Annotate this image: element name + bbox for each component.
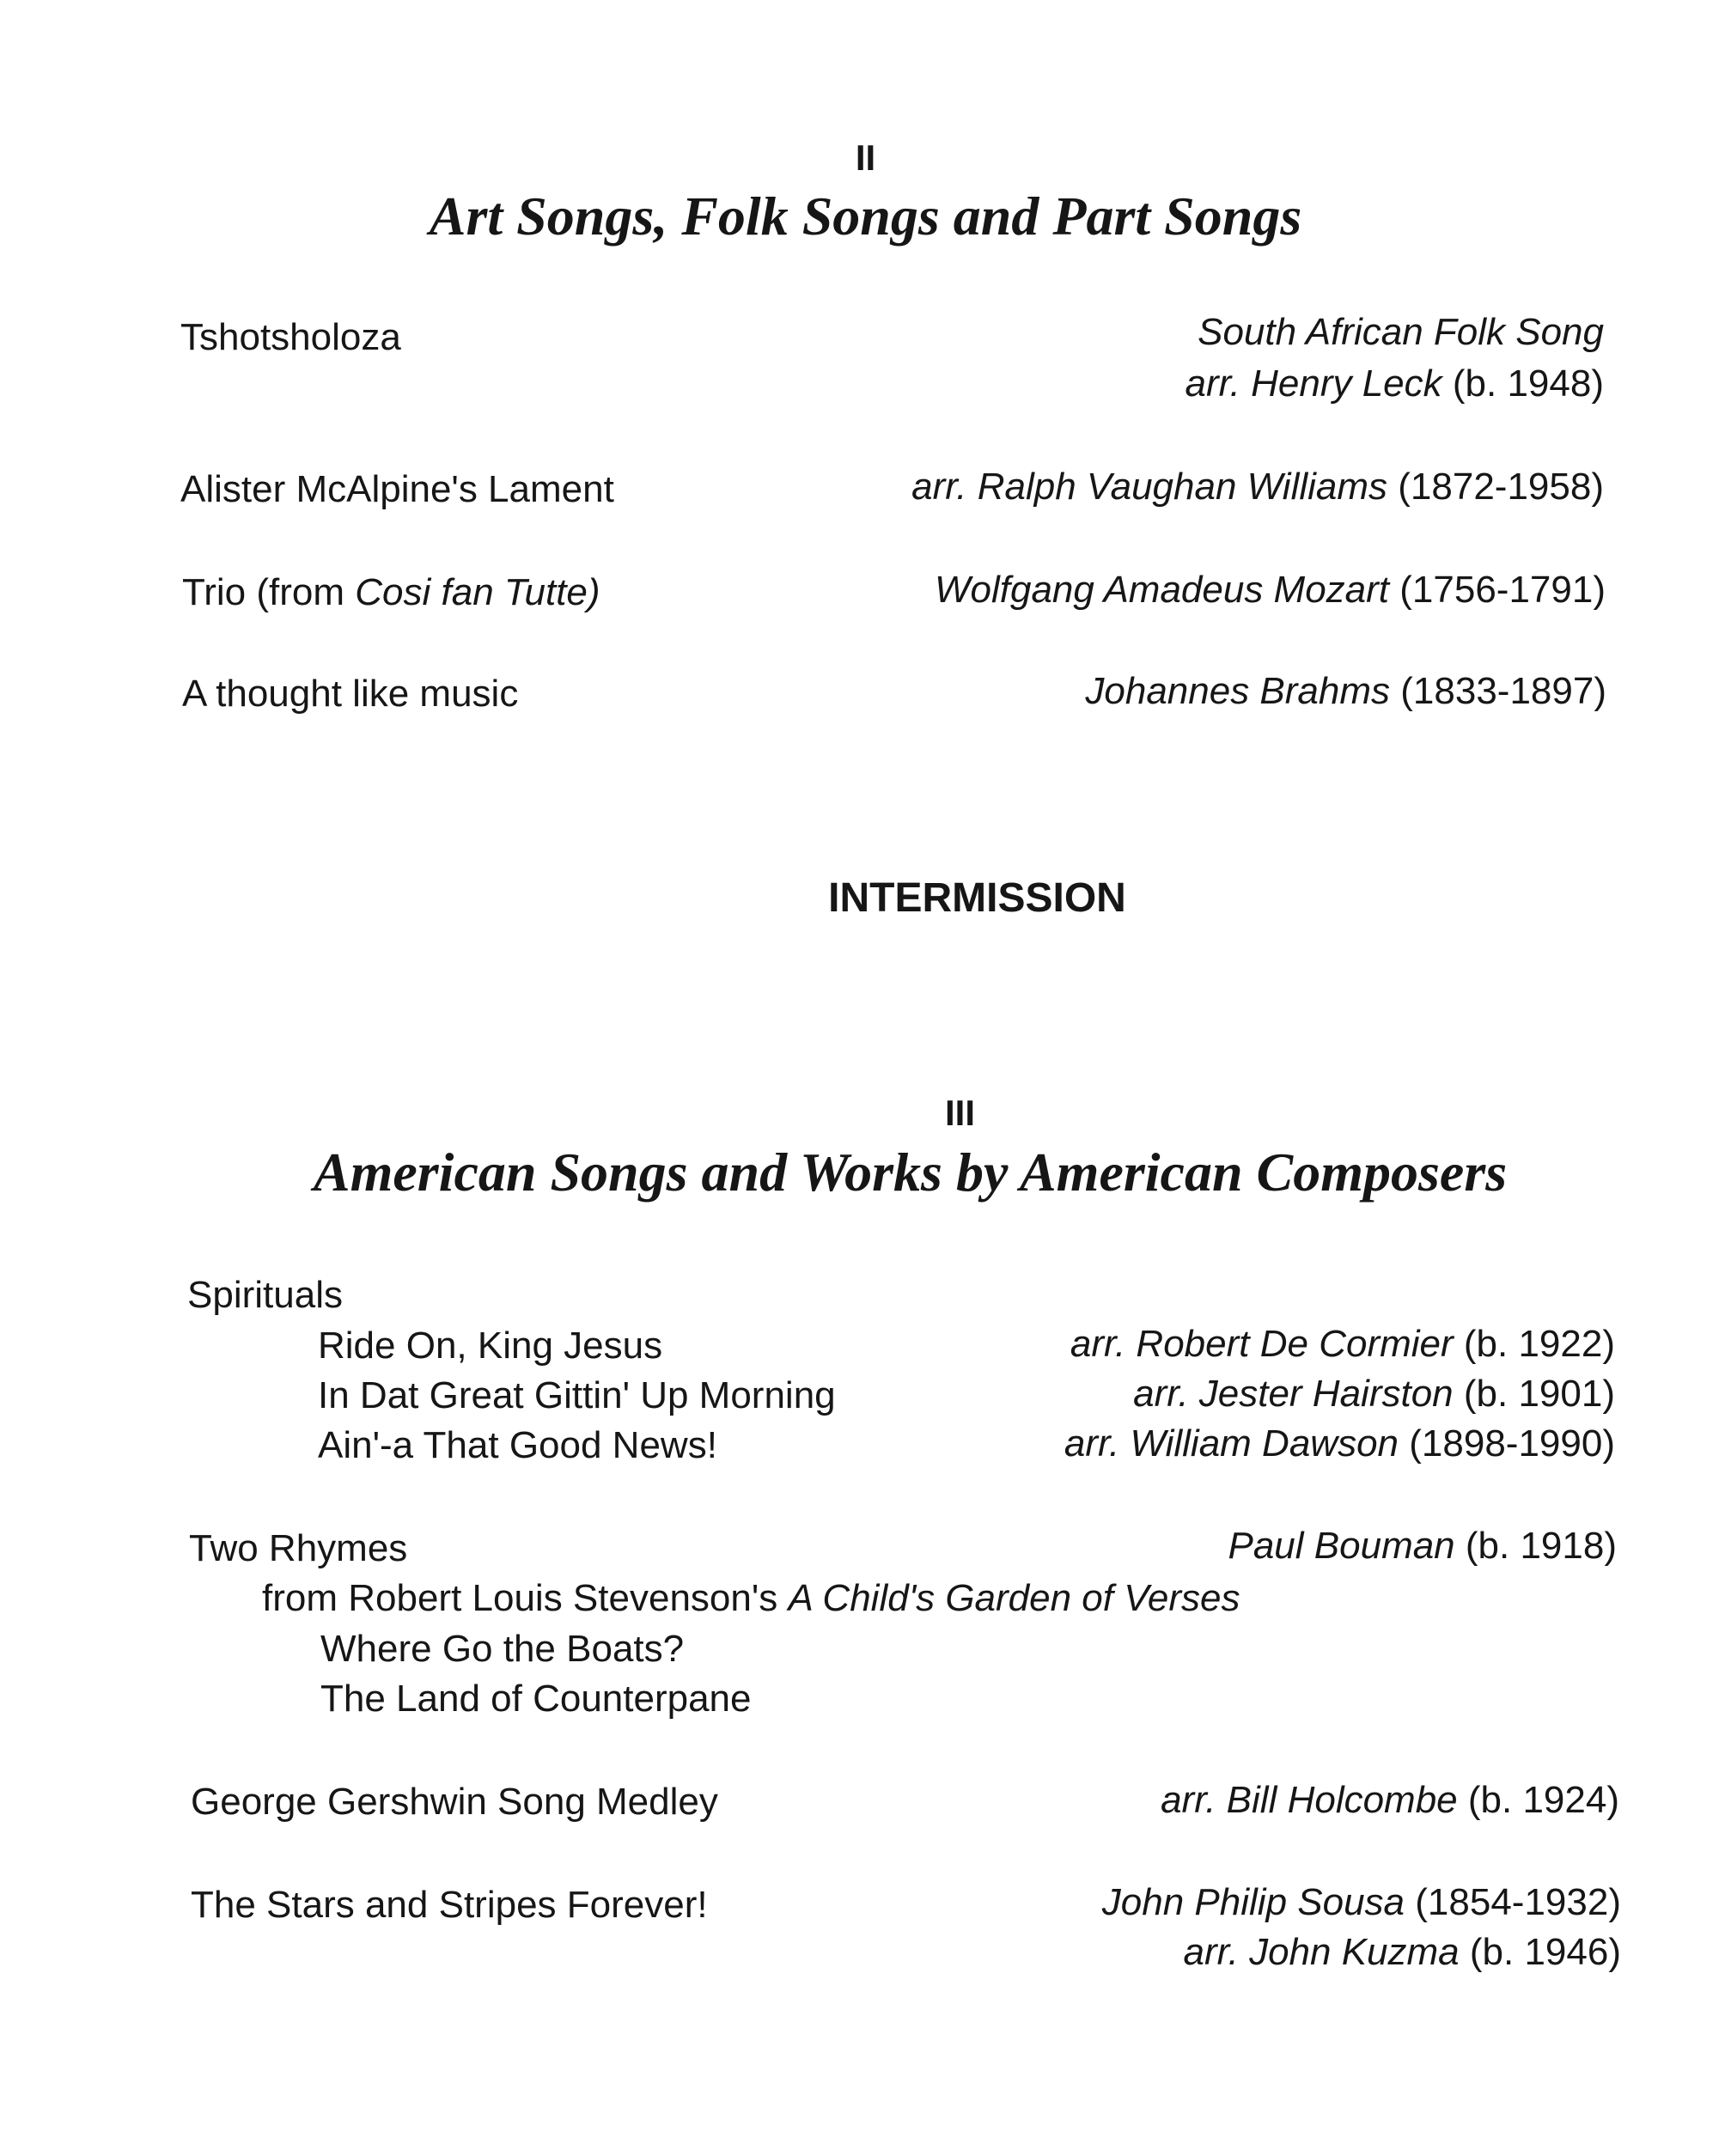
- spiritual-title-ride-on: Ride On, King Jesus: [318, 1325, 663, 1367]
- composer-sousa: [1102, 1881, 1621, 1924]
- composer-name: Wolfgang Amadeus Mozart: [934, 569, 1390, 611]
- composer-dates: (b. 1918): [1465, 1525, 1617, 1567]
- arranger-name: arr. Robert De Cormier: [1070, 1323, 1454, 1365]
- composer-dates: (1872-1958): [1398, 466, 1604, 508]
- section-2-numeral: II: [855, 137, 876, 178]
- rhymes-source-book: A Child's Garden of Verses: [788, 1577, 1240, 1619]
- piece-title-thought: A thought like music: [182, 673, 519, 715]
- piece-title-trio: [182, 571, 600, 614]
- composer-dates: (1756-1791): [1399, 569, 1606, 611]
- section-3-title: American Songs and Works by American Composers: [313, 1142, 1508, 1203]
- arranger-name: arr. Henry Leck: [1185, 362, 1442, 405]
- arranger-name: arr. Bill Holcombe: [1161, 1779, 1458, 1821]
- arranger-dates: (b. 1946): [1469, 1931, 1621, 1973]
- composer-tshotsholoza-arranger: [1185, 362, 1604, 405]
- piece-title-two-rhymes: Two Rhymes: [189, 1527, 408, 1569]
- arranger-hairston: [1133, 1373, 1615, 1416]
- arranger-name: arr. William Dawson: [1064, 1422, 1399, 1465]
- composer-name: Paul Bouman: [1228, 1525, 1455, 1567]
- spiritual-title-gittin-up: In Dat Great Gittin' Up Morning: [318, 1374, 836, 1416]
- arranger-dates: (b. 1924): [1467, 1779, 1619, 1821]
- piece-title-alister: Alister McAlpine's Lament: [180, 468, 614, 510]
- composer-dates: (1854-1932): [1415, 1881, 1621, 1923]
- spiritual-title-good-news: Ain'-a That Good News!: [318, 1424, 717, 1466]
- composer-bouman: [1228, 1525, 1617, 1568]
- piece-title-stars-stripes: The Stars and Stripes Forever!: [191, 1884, 708, 1926]
- section-3-numeral: III: [944, 1093, 975, 1133]
- arranger-dates: (b. 1922): [1463, 1323, 1615, 1365]
- composer-dates: (1833-1897): [1400, 670, 1606, 712]
- rhyme-song-counterpane: The Land of Counterpane: [320, 1678, 752, 1720]
- section-2-title: Art Songs, Folk Songs and Part Songs: [429, 186, 1302, 247]
- arranger-de-cormier: [1070, 1323, 1615, 1366]
- composer-name: Johannes Brahms: [1085, 670, 1391, 712]
- piece-title-gershwin: George Gershwin Song Medley: [191, 1781, 718, 1823]
- arranger-name: arr. Jester Hairston: [1133, 1373, 1454, 1415]
- rhymes-source-plain: from Robert Louis Stevenson's: [262, 1577, 789, 1619]
- arranger-dawson: [1064, 1422, 1615, 1465]
- composer-alister: [911, 466, 1604, 509]
- rhyme-song-boats: Where Go the Boats?: [320, 1628, 685, 1670]
- arranger-holcombe: [1161, 1779, 1619, 1822]
- composer-tshotsholoza-origin: South African Folk Song: [1198, 311, 1604, 353]
- composer-name: John Philip Sousa: [1101, 1881, 1405, 1923]
- arranger-name: arr. John Kuzma: [1183, 1931, 1460, 1973]
- trio-title-plain: Trio (from: [182, 571, 356, 613]
- composer-mozart: [935, 569, 1606, 612]
- arranger-dates: (b. 1901): [1463, 1373, 1615, 1415]
- trio-title-italic: Cosi fan Tutte): [355, 571, 600, 613]
- intermission-heading: INTERMISSION: [828, 875, 1126, 921]
- rhymes-source: [262, 1577, 1240, 1620]
- arranger-dates: (b. 1948): [1452, 362, 1604, 405]
- piece-title-tshotsholoza: Tshotsholoza: [180, 316, 401, 358]
- composer-brahms: [1085, 670, 1606, 713]
- composer-name: arr. Ralph Vaughan Williams: [911, 466, 1388, 508]
- arranger-dates: (1898-1990): [1409, 1422, 1615, 1465]
- spirituals-heading: Spirituals: [187, 1274, 343, 1316]
- arranger-kuzma: [1183, 1931, 1621, 1974]
